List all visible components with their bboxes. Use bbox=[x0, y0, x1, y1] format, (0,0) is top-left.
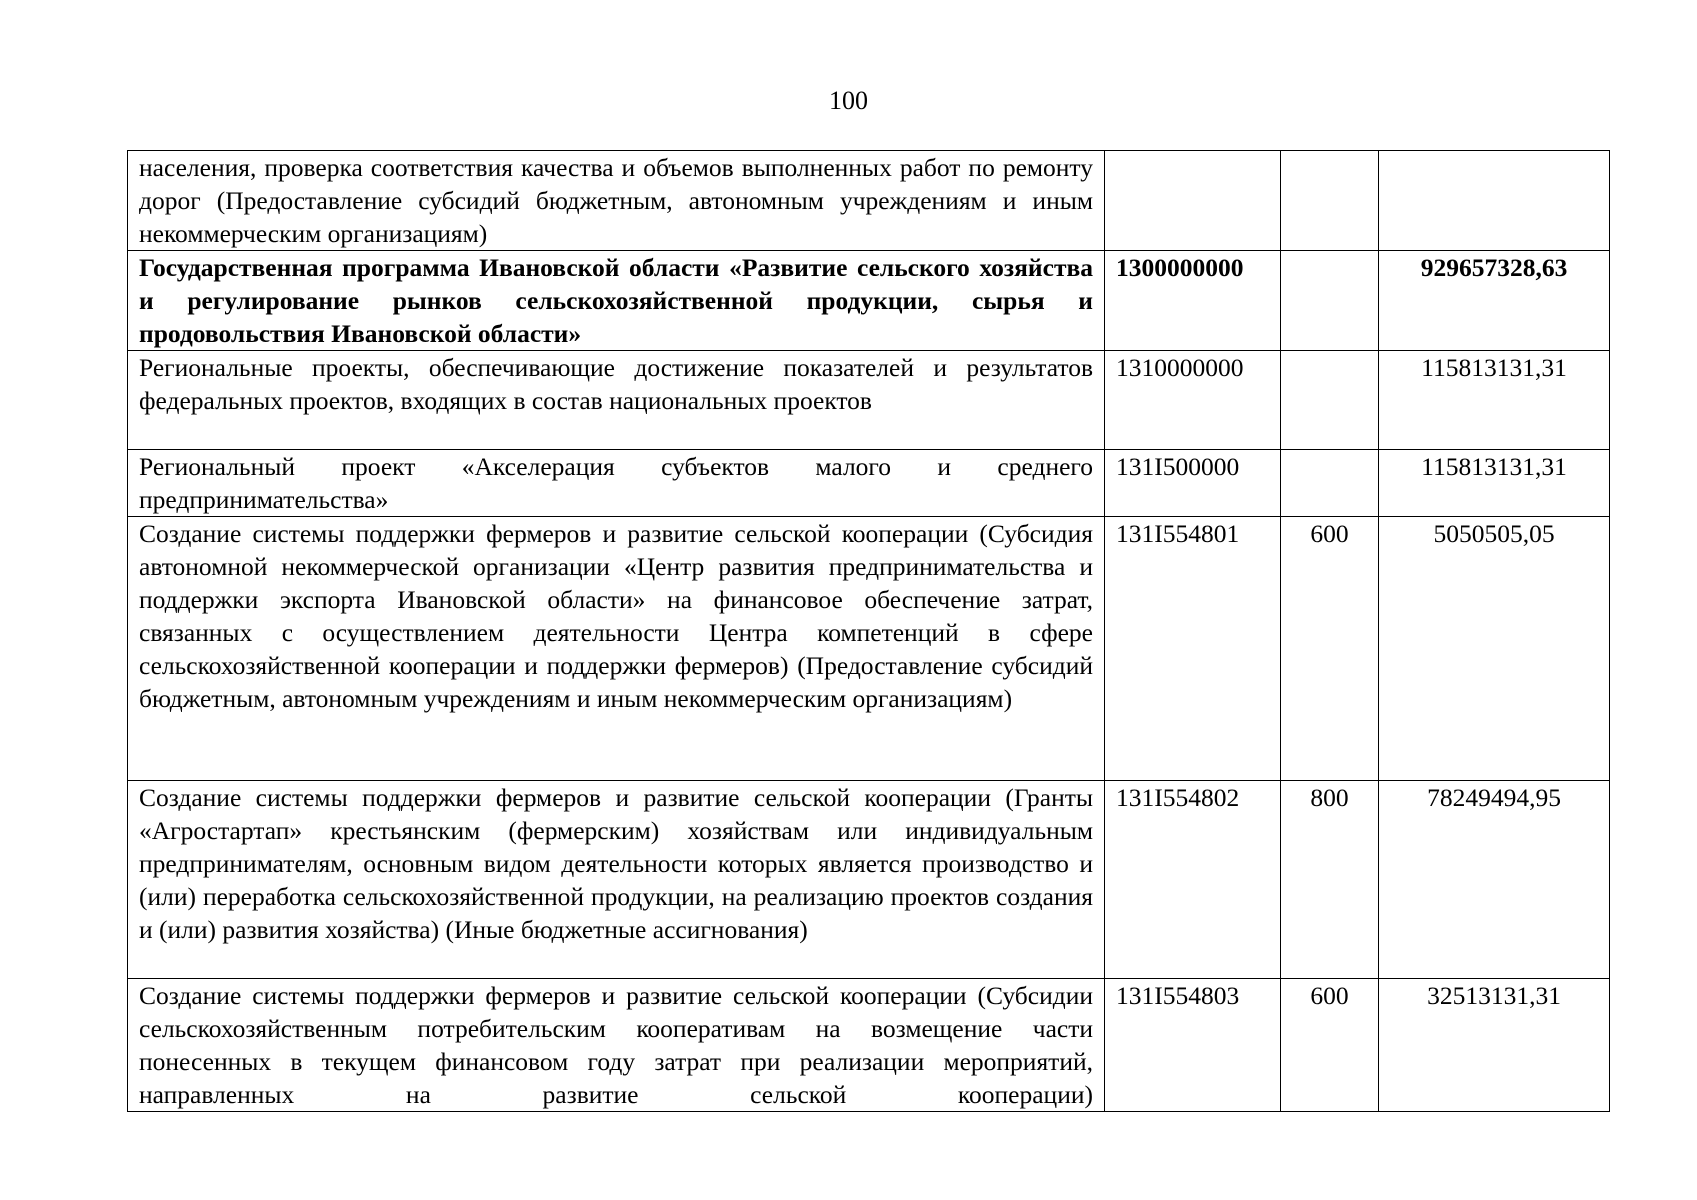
row-code-cell: 131I554803 bbox=[1105, 979, 1281, 1112]
page-number: 100 bbox=[829, 86, 868, 115]
row-code-cell: 131I554801 bbox=[1105, 517, 1281, 781]
row-name-cell: Региональный проект «Акселерация субъектов малого и среднего предпринимательства» bbox=[128, 450, 1105, 517]
row-type-cell bbox=[1281, 251, 1379, 351]
budget-table bbox=[127, 150, 1610, 1112]
row-name-cell: населения, проверка соответствия качества и объемов выполненных работ по ремонту дорог (Предоставление субсидий бюджетным, автономным учреждениям и иным некоммерческим организациям) bbox=[128, 151, 1105, 251]
row-sum-cell: 5050505,05 bbox=[1379, 517, 1610, 781]
row-sum-cell bbox=[1379, 151, 1610, 251]
table-row bbox=[128, 979, 1610, 1112]
row-code-cell: 131I500000 bbox=[1105, 450, 1281, 517]
table-row bbox=[128, 351, 1610, 450]
row-name-cell: Создание системы поддержки фермеров и развитие сельской кооперации (Гранты «Агростартап» крестьянским (фермерским) хозяйствам или индивидуальным предпринимателям, основным видом деятельности которых является производство и (или) переработка сельскохозяйственной продукции, на реализацию проектов создания и (или) развития хозяйства) (Иные бюджетные ассигнования) bbox=[128, 781, 1105, 979]
row-name-cell: Создание системы поддержки фермеров и развитие сельской кооперации (Субсидии сельскохозяйственным потребительским кооперативам на возмещение части понесенных в текущем финансовом году затрат при реализации мероприятий, направленных на развитие сельской кооперации) bbox=[128, 979, 1105, 1112]
table-row bbox=[128, 251, 1610, 351]
row-sum-cell: 32513131,31 bbox=[1379, 979, 1610, 1112]
row-type-cell: 600 bbox=[1281, 979, 1379, 1112]
table-row bbox=[128, 781, 1610, 979]
row-sum-cell: 115813131,31 bbox=[1379, 450, 1610, 517]
row-type-cell: 800 bbox=[1281, 781, 1379, 979]
row-sum-cell: 115813131,31 bbox=[1379, 351, 1610, 450]
row-type-cell: 600 bbox=[1281, 517, 1379, 781]
row-code-cell: 1300000000 bbox=[1105, 251, 1281, 351]
row-name-cell: Региональные проекты, обеспечивающие достижение показателей и результатов федеральных проектов, входящих в состав национальных проектов bbox=[128, 351, 1105, 450]
row-name-cell: Государственная программа Ивановской области «Развитие сельского хозяйства и регулирование рынков сельскохозяйственной продукции, сырья и продовольствия Ивановской области» bbox=[128, 251, 1105, 351]
table-row bbox=[128, 517, 1610, 781]
table-row bbox=[128, 151, 1610, 251]
row-sum-cell: 78249494,95 bbox=[1379, 781, 1610, 979]
row-sum-cell: 929657328,63 bbox=[1379, 251, 1610, 351]
table-row bbox=[128, 450, 1610, 517]
row-type-cell bbox=[1281, 351, 1379, 450]
row-name-cell: Создание системы поддержки фермеров и развитие сельской кооперации (Субсидия автономной некоммерческой организации «Центр развития предпринимательства и поддержки экспорта Ивановской области» на финансовое обеспечение затрат, связанных с осуществлением деятельности Центра компетенций в сфере сельскохозяйственной кооперации и поддержки фермеров) (Предоставление субсидий бюджетным, автономным учреждениям и иным некоммерческим организациям) bbox=[128, 517, 1105, 781]
row-type-cell bbox=[1281, 450, 1379, 517]
row-code-cell: 131I554802 bbox=[1105, 781, 1281, 979]
row-code-cell: 1310000000 bbox=[1105, 351, 1281, 450]
row-code-cell bbox=[1105, 151, 1281, 251]
row-type-cell bbox=[1281, 151, 1379, 251]
